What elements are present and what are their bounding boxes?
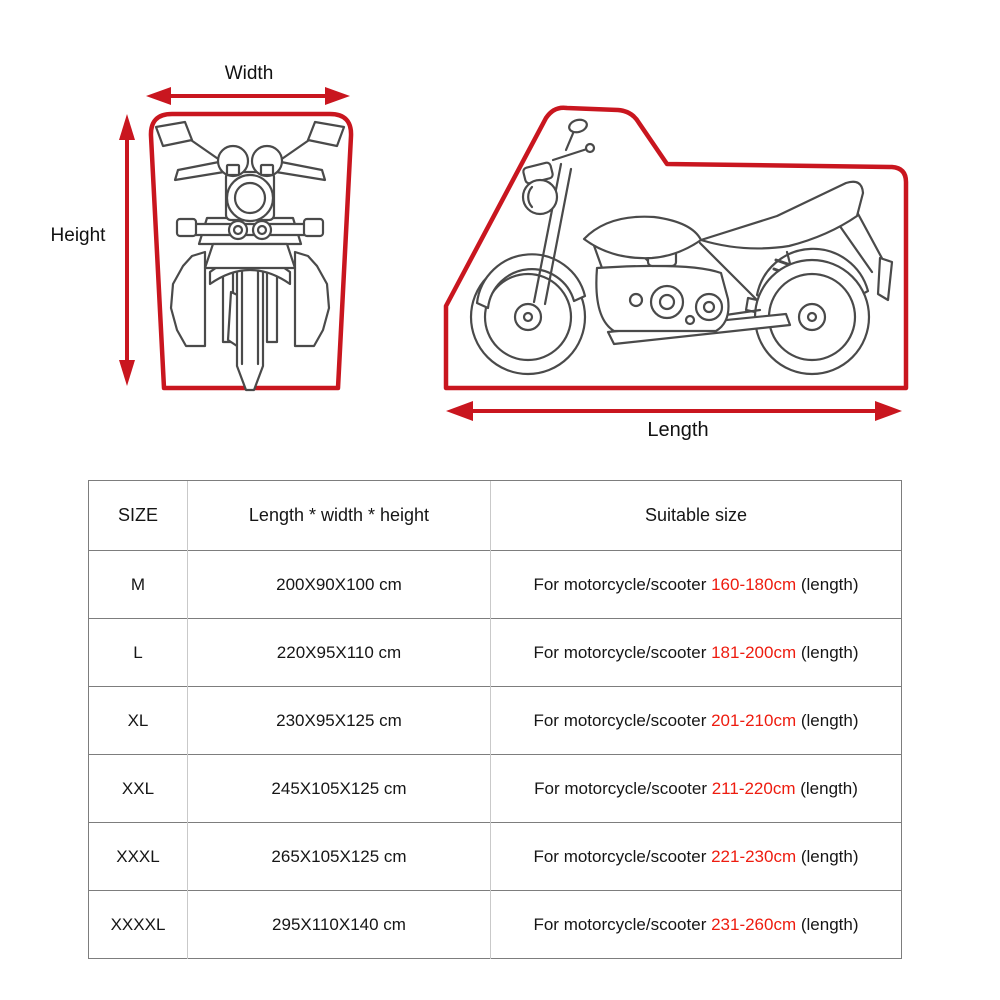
table-row [89, 687, 902, 755]
cover-diagrams [0, 0, 1000, 460]
dimensions-cell: 245X105X125 cm [188, 755, 491, 823]
table-row [89, 823, 902, 891]
header-dimensions: Length * width * height [188, 481, 491, 551]
table-row [89, 551, 902, 619]
size-cell: XXXXL [89, 891, 188, 959]
suitable-suffix: (length) [796, 642, 859, 662]
suitable-cell [491, 891, 902, 959]
suitable-range-highlight: 211-220cm [711, 778, 796, 798]
suitable-prefix: For motorcycle/scooter [533, 642, 712, 662]
suitable-range-highlight: 221-230cm [711, 846, 797, 866]
suitable-suffix: (length) [796, 574, 859, 594]
suitable-prefix: For motorcycle/scooter [534, 778, 712, 798]
height-arrow-icon [119, 114, 135, 386]
suitable-suffix: (length) [796, 846, 859, 866]
suitable-suffix: (length) [796, 914, 859, 934]
dimensions-cell: 230X95X125 cm [188, 687, 491, 755]
table-row [89, 619, 902, 687]
size-chart-table [88, 480, 902, 959]
suitable-cell [491, 619, 902, 687]
suitable-cell [491, 823, 902, 891]
header-suitable-size: Suitable size [491, 481, 902, 551]
suitable-range-highlight: 160-180cm [711, 574, 797, 594]
height-dimension-label: Height [50, 225, 106, 246]
suitable-range-highlight: 201-210cm [711, 710, 797, 730]
width-arrow-icon [146, 87, 350, 105]
dimensions-cell: 295X110X140 cm [188, 891, 491, 959]
size-cell: XXXL [89, 823, 188, 891]
suitable-range-highlight: 181-200cm [711, 642, 797, 662]
dimensions-cell: 265X105X125 cm [188, 823, 491, 891]
dimensions-cell: 220X95X110 cm [188, 619, 491, 687]
cover-diagrams-svg [0, 0, 1000, 460]
front-view-motorcycle-sketch [156, 122, 344, 390]
header-size: SIZE [89, 481, 188, 551]
size-cell: M [89, 551, 188, 619]
dimensions-cell: 200X90X100 cm [188, 551, 491, 619]
table-row [89, 755, 902, 823]
suitable-cell [491, 687, 902, 755]
side-view-motorcycle-sketch [471, 118, 892, 374]
suitable-suffix: (length) [796, 710, 859, 730]
suitable-suffix: (length) [795, 778, 858, 798]
length-arrow-icon [446, 401, 902, 421]
suitable-prefix: For motorcycle/scooter [533, 846, 712, 866]
suitable-cell [491, 755, 902, 823]
width-dimension-label: Width [224, 63, 274, 84]
table-row [89, 891, 902, 959]
suitable-cell [491, 551, 902, 619]
suitable-prefix: For motorcycle/scooter [533, 914, 712, 934]
suitable-prefix: For motorcycle/scooter [533, 710, 712, 730]
size-cell: XL [89, 687, 188, 755]
size-cell: L [89, 619, 188, 687]
size-cell: XXL [89, 755, 188, 823]
suitable-range-highlight: 231-260cm [711, 914, 797, 934]
suitable-prefix: For motorcycle/scooter [533, 574, 712, 594]
table-header-row [89, 481, 902, 551]
length-dimension-label: Length [647, 419, 709, 441]
